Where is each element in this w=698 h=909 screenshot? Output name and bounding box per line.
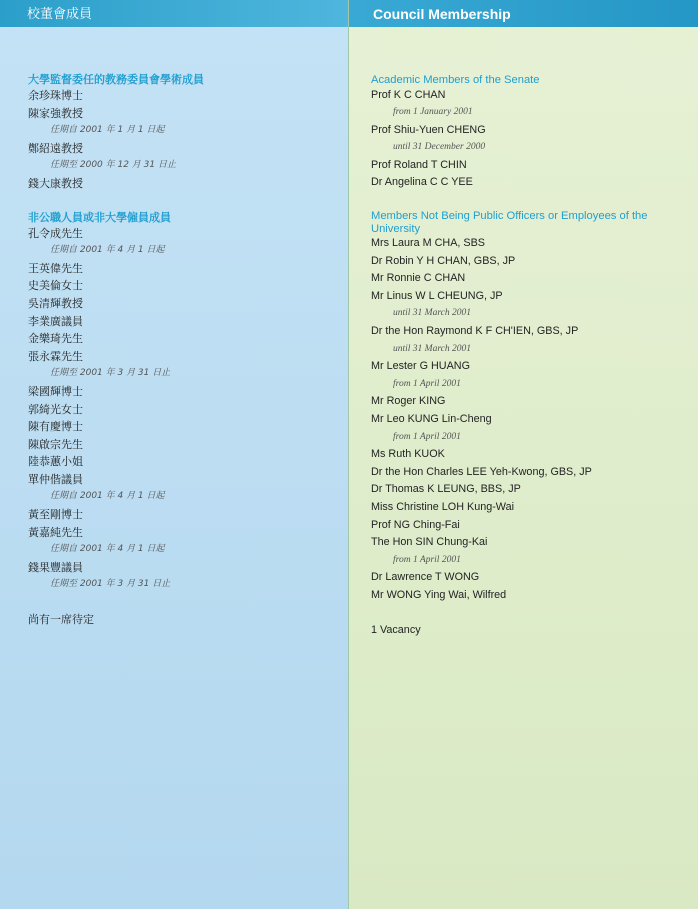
member-name: Mr Linus W L CHEUNG, JP [371, 289, 503, 302]
english-title: Council Membership [373, 6, 511, 22]
english-senate-list [371, 87, 678, 193]
chinese-content [0, 73, 349, 628]
term-note: 任期自 2001 年 1 月 1 日起 [50, 125, 165, 136]
chinese-vacancy: 尚有一席待定 [28, 613, 94, 627]
member-name: 郭綺光女士 [28, 402, 83, 416]
english-column [349, 0, 698, 909]
member-name: Mr WONG Ying Wai, Wilfred [371, 588, 507, 601]
member-name: Prof NG Ching-Fai [371, 518, 460, 531]
member-name: 單仲偕議員 [28, 472, 83, 486]
chinese-senate-list [28, 87, 349, 193]
term-note: until 31 March 2001 [393, 343, 472, 354]
member-name: 陳家強教授 [28, 106, 83, 120]
english-content [349, 74, 698, 639]
english-senate-heading: Academic Members of the Senate [371, 74, 540, 86]
term-note: 任期自 2001 年 4 月 1 日起 [50, 544, 165, 555]
term-note: from 1 April 2001 [393, 554, 461, 565]
english-members-heading: Members Not Being Public Officers or Employees of the University [371, 210, 648, 235]
member-name: Miss Christine LOH Kung-Wai [371, 500, 514, 513]
member-name: 錢果豐議員 [28, 560, 83, 574]
member-name: 黃嘉純先生 [28, 525, 83, 539]
member-name: 史美倫女士 [28, 279, 83, 293]
member-name: Dr Thomas K LEUNG, BBS, JP [371, 483, 521, 496]
member-name: 陸恭蕙小姐 [28, 455, 83, 469]
chinese-members-list [28, 225, 349, 594]
member-name: Dr Angelina C C YEE [371, 176, 473, 189]
member-name: 金樂琦先生 [28, 332, 83, 346]
term-note: until 31 March 2001 [393, 308, 472, 319]
term-note: until 31 December 2000 [393, 142, 486, 153]
member-name: 孔令成先生 [28, 226, 83, 240]
member-name: Dr the Hon Raymond K F CH'IEN, GBS, JP [371, 325, 579, 338]
member-name: Ms Ruth KUOK [371, 448, 445, 461]
chinese-title: 校董會成員 [27, 7, 93, 22]
member-name: Dr the Hon Charles LEE Yeh-Kwong, GBS, JP [371, 465, 592, 478]
member-name: Mr Lester G HUANG [371, 360, 470, 373]
member-name: 陳有慶博士 [28, 420, 83, 434]
column-divider [348, 0, 349, 909]
chinese-senate-heading: 大學監督委任的教務委員會學術成員 [28, 73, 204, 86]
term-note: from 1 April 2001 [393, 378, 461, 389]
member-name: 黃至剛博士 [28, 508, 83, 522]
chinese-members-heading: 非公職人員或非大學僱員成員 [28, 210, 171, 224]
term-note: 任期自 2001 年 4 月 1 日起 [50, 245, 165, 256]
member-name: 陳啟宗先生 [28, 437, 83, 451]
member-name: The Hon SIN Chung-Kai [371, 536, 488, 549]
member-name: 鄭紹遠教授 [28, 141, 83, 155]
member-name: Prof Shiu-Yuen CHENG [371, 123, 486, 136]
english-vacancy: 1 Vacancy [371, 623, 421, 636]
member-name: 李業廣議員 [28, 314, 83, 328]
member-name: 錢大康教授 [28, 176, 83, 190]
member-name: 吳清輝教授 [28, 296, 83, 310]
member-name: Mr Ronnie C CHAN [371, 272, 466, 285]
member-name: Prof K C CHAN [371, 88, 446, 101]
member-name: Dr Robin Y H CHAN, GBS, JP [371, 254, 516, 267]
member-name: Mrs Laura M CHA, SBS [371, 237, 485, 250]
term-note: 任期至 2001 年 3 月 31 日止 [50, 579, 171, 590]
term-note: 任期自 2001 年 4 月 1 日起 [50, 491, 165, 502]
term-note: from 1 January 2001 [393, 107, 473, 118]
member-name: 張永霖先生 [28, 349, 83, 363]
term-note: 任期至 2001 年 3 月 31 日止 [50, 368, 171, 379]
member-name: 王英偉先生 [28, 261, 83, 275]
member-name: Prof Roland T CHIN [371, 158, 467, 171]
member-name: Mr Roger KING [371, 395, 446, 408]
member-name: 余珍珠博士 [28, 89, 83, 102]
term-note: from 1 April 2001 [393, 431, 461, 442]
member-name: 梁國輝博士 [28, 384, 83, 398]
member-name: Dr Lawrence T WONG [371, 571, 480, 584]
english-members-list [371, 235, 678, 604]
term-note: 任期至 2000 年 12 月 31 日止 [50, 160, 176, 171]
member-name: Mr Leo KUNG Lin-Cheng [371, 413, 492, 425]
